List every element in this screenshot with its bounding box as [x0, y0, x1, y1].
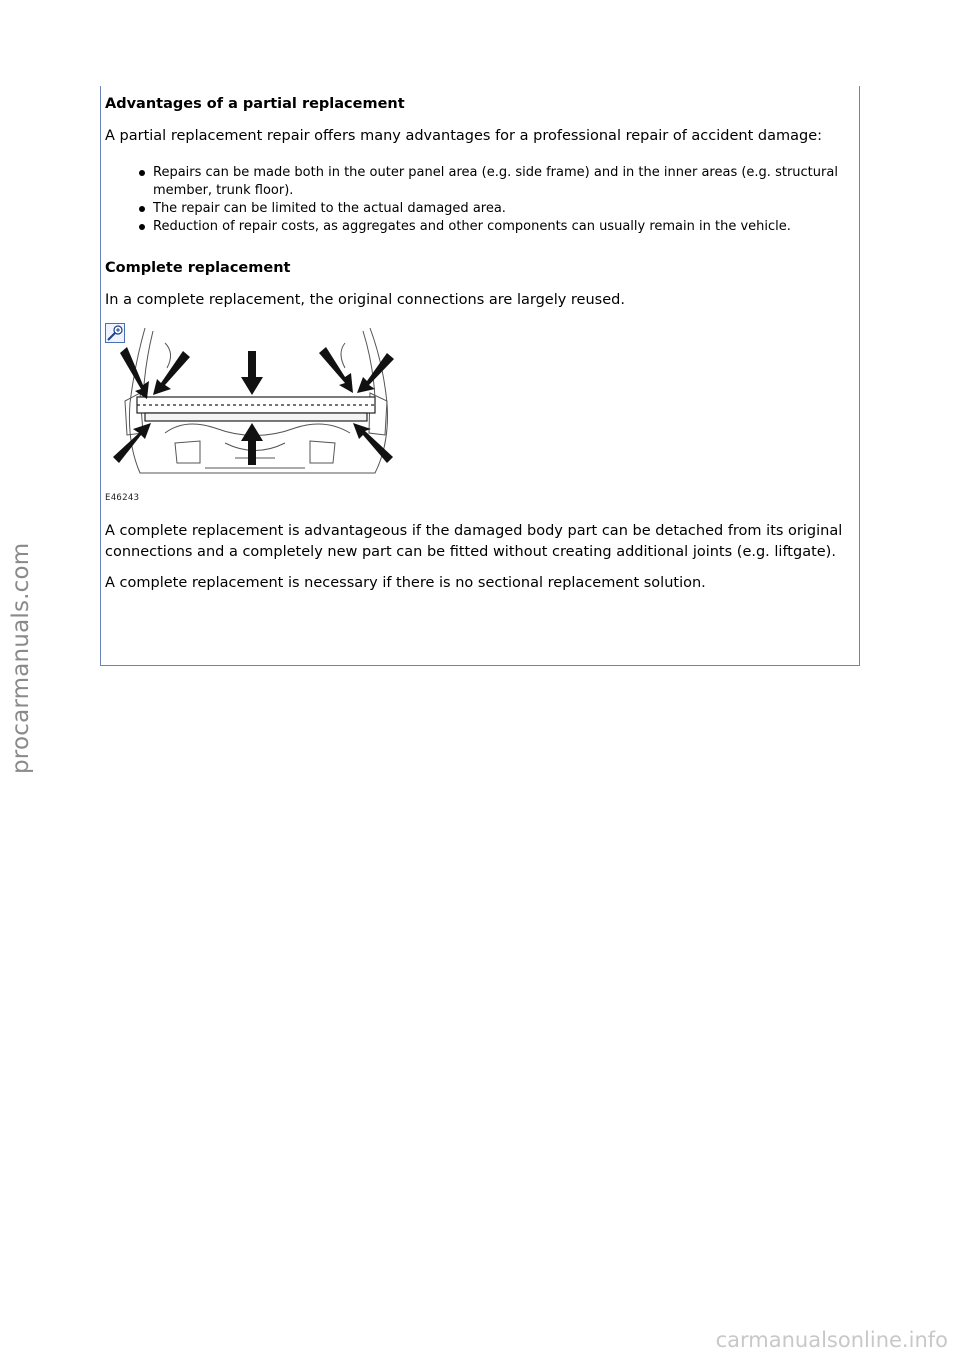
list-item-text: Reduction of repair costs, as aggregates and other components can usually remain in the vehicle.: [153, 219, 791, 234]
partial-advantages-list: [105, 164, 859, 236]
complete-necessity-text: A complete replacement is necessary if there is no sectional replacement solution.: [105, 575, 706, 591]
list-item-text: The repair can be limited to the actual damaged area.: [153, 201, 506, 216]
watermark-procarmanuals: procarmanuals.com: [8, 542, 34, 774]
list-item-text: Repairs can be made both in the outer panel area (e.g. side frame) and in the inner areas (e.g. structural member, trunk floor).: [153, 165, 838, 198]
bullet-icon: [139, 206, 145, 212]
complete-advantage-text: A complete replacement is advantageous if the damaged body part can be detached from its original connections and a completely new part can be fitted without creating additional joints (e.g. liftgate).: [105, 523, 843, 560]
bullet-icon: [139, 170, 145, 176]
bullet-icon: [139, 224, 145, 230]
figure-label: E46243: [105, 493, 140, 503]
list-item: [105, 200, 859, 218]
partial-intro: A partial replacement repair offers many advantages for a professional repair of accident damage:: [105, 128, 822, 144]
content-body: [105, 92, 859, 594]
heading-complete-replacement: Complete replacement: [105, 260, 291, 276]
list-item: [105, 218, 859, 236]
complete-intro: In a complete replacement, the original connections are largely reused.: [105, 292, 625, 308]
heading-partial-replacement: Advantages of a partial replacement: [105, 96, 405, 112]
content-panel: [100, 86, 860, 666]
rear-crossmember-illustration: [105, 323, 405, 488]
watermark-carmanualsonline: carmanualsonline.info: [715, 1328, 948, 1352]
figure-rear-crossmember: [105, 323, 405, 509]
list-item: [105, 164, 859, 200]
